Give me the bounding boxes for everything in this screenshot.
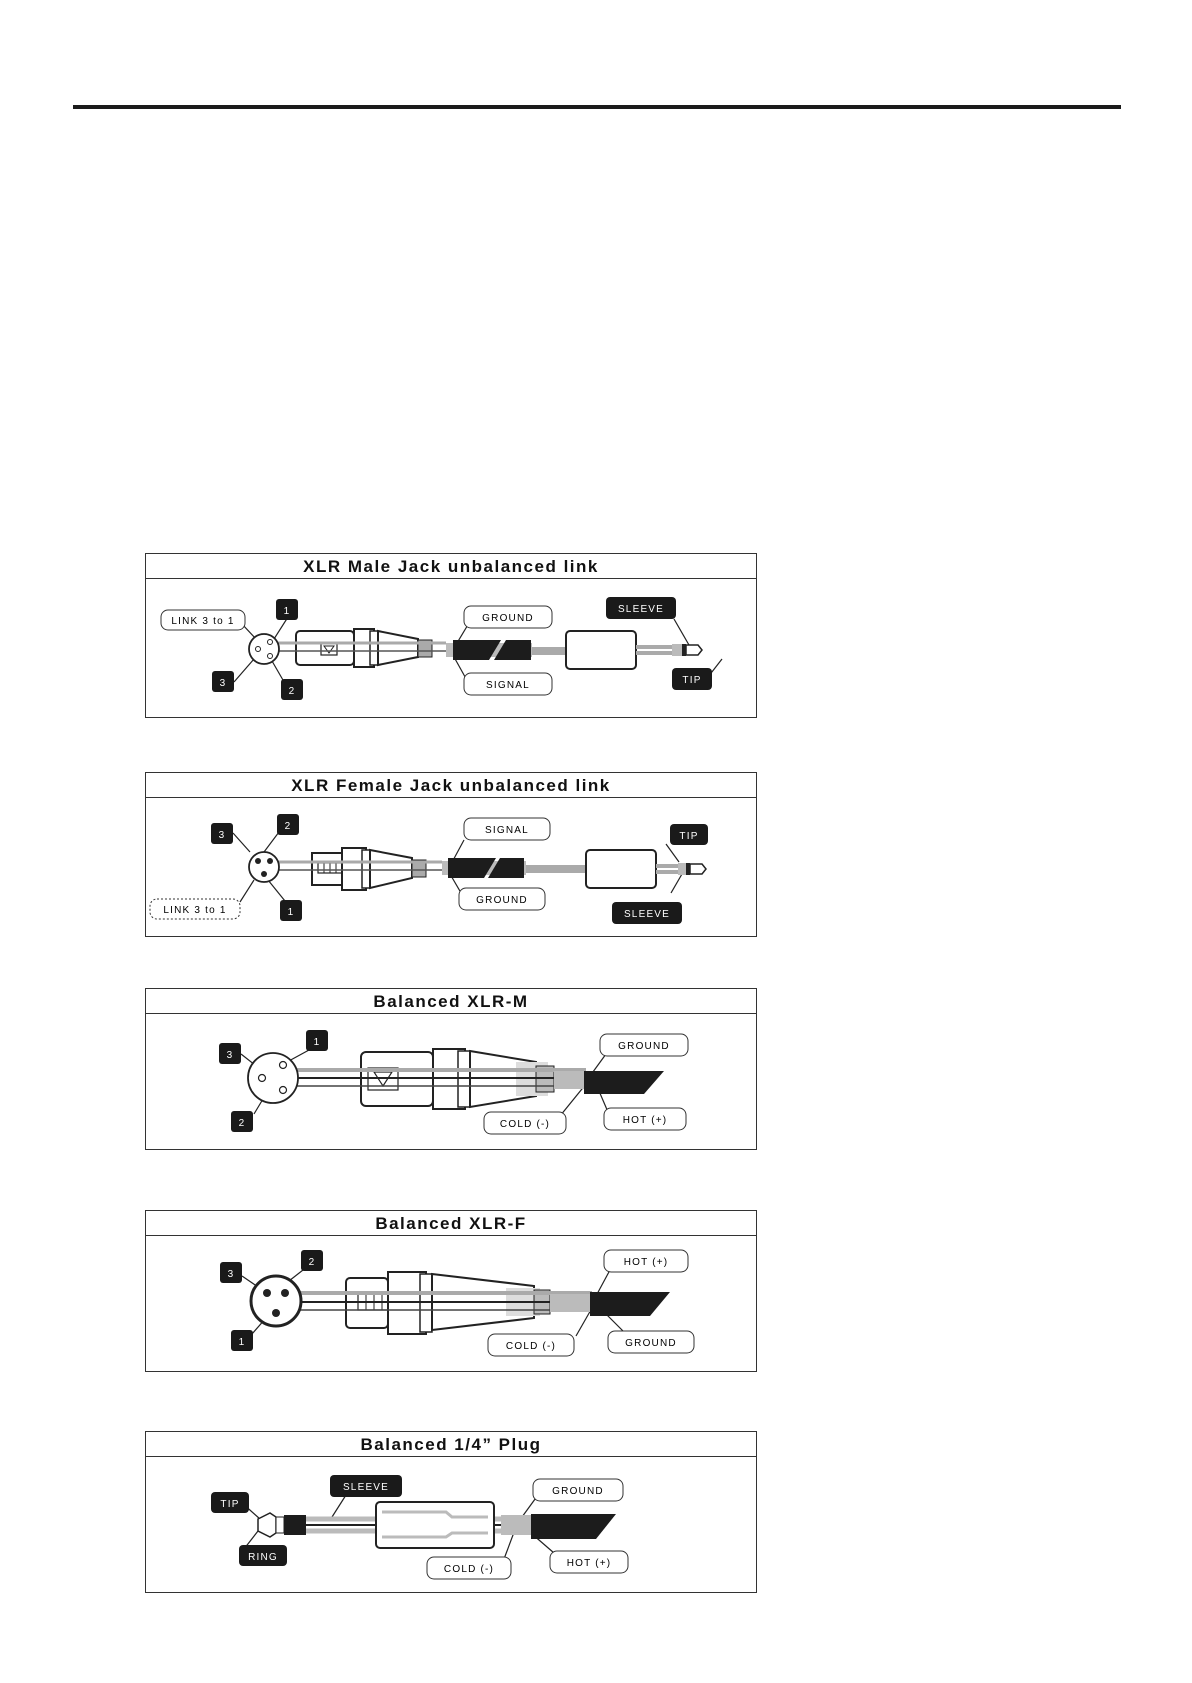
pin3-badge [211, 823, 233, 844]
svg-text:HOT (+): HOT (+) [622, 1115, 668, 1126]
pin2-badge [277, 814, 299, 835]
link-label [150, 899, 240, 919]
pin2-badge [231, 1111, 253, 1132]
top-rule [73, 105, 1121, 109]
svg-text:TIP: TIP [679, 831, 699, 842]
link-label [161, 610, 245, 630]
svg-text:HOT (+): HOT (+) [623, 1257, 669, 1268]
svg-text:GROUND: GROUND [625, 1338, 677, 1349]
cold-label [484, 1112, 566, 1134]
svg-text:1: 1 [238, 1337, 246, 1348]
cable-unbalanced [446, 631, 672, 669]
pin1-badge [306, 1030, 328, 1051]
svg-text:RING: RING [248, 1552, 278, 1563]
signal-label [464, 818, 550, 840]
xlr-male-face [249, 634, 279, 664]
xlr-female-connector [312, 848, 426, 890]
svg-text:3: 3 [226, 1050, 234, 1061]
svg-text:GROUND: GROUND [552, 1486, 604, 1497]
tip-label [211, 1492, 249, 1513]
svg-text:TIP: TIP [220, 1499, 240, 1510]
svg-text:GROUND: GROUND [618, 1041, 670, 1052]
balanced-quarter-inch-plug-diagram [146, 1457, 756, 1592]
hot-label [550, 1551, 628, 1573]
pin2-badge [281, 679, 303, 700]
svg-text:GROUND: GROUND [482, 613, 534, 624]
svg-text:SLEEVE: SLEEVE [617, 604, 665, 615]
ring-label [239, 1545, 287, 1566]
hot-label [604, 1250, 688, 1272]
svg-text:SLEEVE: SLEEVE [623, 909, 671, 920]
svg-text:SIGNAL: SIGNAL [486, 680, 530, 691]
signal-label [464, 673, 552, 695]
panel-title: Balanced 1/4” Plug [146, 1432, 756, 1457]
ground-label [459, 888, 545, 910]
pin1-badge [231, 1330, 253, 1351]
ground-label [533, 1479, 623, 1501]
svg-text:COLD (-): COLD (-) [505, 1341, 557, 1352]
balanced-xlr-m-diagram [146, 1014, 756, 1149]
cable-unbalanced [442, 850, 678, 888]
xlr-male-face [248, 1053, 298, 1103]
svg-text:2: 2 [284, 821, 292, 832]
svg-text:GROUND: GROUND [476, 895, 528, 906]
panel-title: XLR Male Jack unbalanced link [146, 554, 756, 579]
xlr-female-face [251, 1276, 301, 1326]
svg-text:2: 2 [308, 1257, 316, 1268]
pin1-badge [280, 900, 302, 921]
sleeve-label [612, 902, 682, 924]
ground-label [600, 1034, 688, 1056]
svg-text:TIP: TIP [682, 675, 702, 686]
svg-text:2: 2 [238, 1118, 246, 1129]
svg-text:1: 1 [287, 907, 295, 918]
panel-xlr-male-unbalanced [145, 553, 757, 718]
ground-label [464, 606, 552, 628]
xlr-male-connector [256, 629, 432, 667]
cold-label [488, 1334, 574, 1356]
cold-label [427, 1557, 511, 1579]
cable-balanced [501, 1514, 616, 1539]
pin3-badge [212, 671, 234, 692]
quarter-inch-plug [258, 1502, 524, 1548]
xlr-male-unbalanced-diagram [146, 579, 756, 717]
jack-plug [672, 644, 702, 656]
panel-balanced-quarter-inch-plug [145, 1431, 757, 1593]
svg-text:COLD (-): COLD (-) [443, 1564, 495, 1575]
xlr-female-face [249, 852, 279, 882]
svg-text:2: 2 [288, 686, 296, 697]
tip-label [672, 668, 712, 690]
sleeve-label [330, 1475, 402, 1497]
xlr-female-unbalanced-diagram [146, 798, 756, 936]
svg-text:SIGNAL: SIGNAL [485, 825, 529, 836]
jack-plug [678, 863, 706, 875]
cable-balanced [550, 1292, 670, 1316]
ground-label [608, 1331, 694, 1353]
cable-balanced [554, 1071, 664, 1094]
hot-label [604, 1108, 686, 1130]
pin2-badge [301, 1250, 323, 1271]
panel-balanced-xlr-f [145, 1210, 757, 1372]
panel-title: Balanced XLR-F [146, 1211, 756, 1236]
panel-xlr-female-unbalanced [145, 772, 757, 937]
svg-text:1: 1 [283, 606, 291, 617]
tip-label [670, 824, 708, 845]
pin3-badge [219, 1043, 241, 1064]
svg-text:1: 1 [313, 1037, 321, 1048]
panel-title: XLR Female Jack unbalanced link [146, 773, 756, 798]
svg-text:3: 3 [218, 830, 226, 841]
panel-title: Balanced XLR-M [146, 989, 756, 1014]
panel-balanced-xlr-m [145, 988, 757, 1150]
svg-text:3: 3 [227, 1269, 235, 1280]
svg-text:LINK 3 to 1: LINK 3 to 1 [163, 905, 227, 916]
svg-text:SLEEVE: SLEEVE [342, 1482, 390, 1493]
balanced-xlr-f-diagram [146, 1236, 756, 1371]
svg-text:HOT (+): HOT (+) [566, 1558, 612, 1569]
svg-text:3: 3 [219, 678, 227, 689]
pin1-badge [276, 599, 298, 620]
pin3-badge [220, 1262, 242, 1283]
sleeve-label [606, 597, 676, 619]
svg-text:LINK 3 to 1: LINK 3 to 1 [171, 616, 235, 627]
svg-text:COLD (-): COLD (-) [499, 1119, 551, 1130]
